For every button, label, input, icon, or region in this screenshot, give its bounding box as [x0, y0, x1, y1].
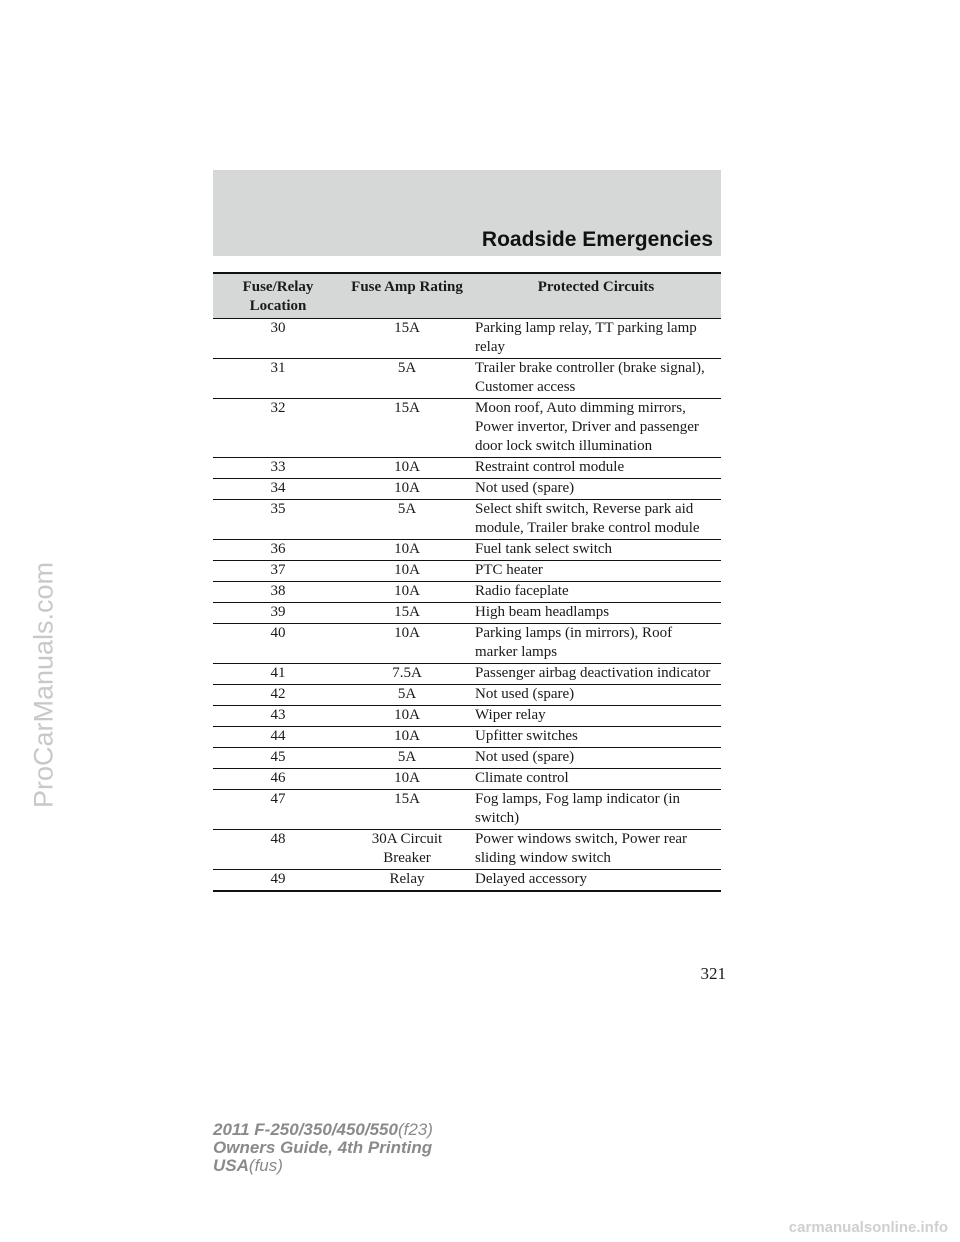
section-header-band — [213, 170, 721, 256]
fuse-location-cell: 41 — [213, 664, 343, 685]
footer-model: 2011 F-250/350/450/550 — [213, 1120, 398, 1139]
fuse-amp-cell: 7.5A — [343, 664, 471, 685]
fuse-table — [213, 272, 721, 892]
footer — [213, 1121, 433, 1175]
footer-market: USA — [213, 1156, 249, 1175]
fuse-amp-cell: 10A — [343, 727, 471, 748]
protected-circuits-cell: Moon roof, Auto dimming mirrors, Power invertor, Driver and passenger door lock switch illumination — [471, 399, 721, 458]
table-row — [213, 664, 721, 685]
table-row — [213, 706, 721, 727]
fuse-amp-cell: Relay — [343, 870, 471, 892]
page-number: 321 — [700, 964, 726, 983]
protected-circuits-cell: Climate control — [471, 769, 721, 790]
protected-circuits-cell: High beam headlamps — [471, 603, 721, 624]
site-watermark: carmanualsonline.info — [788, 1219, 948, 1236]
protected-circuits-cell: Parking lamps (in mirrors), Roof marker lamps — [471, 624, 721, 664]
fuse-amp-cell: 10A — [343, 706, 471, 727]
side-watermark — [24, 510, 64, 860]
table-row — [213, 603, 721, 624]
fuse-location-cell: 31 — [213, 359, 343, 399]
protected-circuits-cell: Select shift switch, Reverse park aid module, Trailer brake control module — [471, 500, 721, 540]
fuse-amp-cell: 10A — [343, 458, 471, 479]
footer-guide: Owners Guide, 4th Printing — [213, 1138, 433, 1157]
protected-circuits-cell: Not used (spare) — [471, 479, 721, 500]
fuse-location-cell: 38 — [213, 582, 343, 603]
section-title: Roadside Emergencies — [481, 228, 713, 251]
protected-circuits-cell: Radio faceplate — [471, 582, 721, 603]
fuse-location-cell: 46 — [213, 769, 343, 790]
table-row — [213, 500, 721, 540]
fuse-location-cell: 32 — [213, 399, 343, 458]
side-watermark-text: ProCarManuals.com — [28, 561, 59, 809]
fuse-amp-cell: 10A — [343, 624, 471, 664]
protected-circuits-cell: Wiper relay — [471, 706, 721, 727]
table-row — [213, 319, 721, 359]
table-row — [213, 870, 721, 892]
fuse-amp-cell: 5A — [343, 748, 471, 769]
fuse-amp-cell: 15A — [343, 319, 471, 359]
footer-model-line — [213, 1121, 433, 1139]
fuse-location-cell: 40 — [213, 624, 343, 664]
fuse-amp-cell: 15A — [343, 399, 471, 458]
protected-circuits-cell: Restraint control module — [471, 458, 721, 479]
fuse-location-cell: 48 — [213, 830, 343, 870]
table-header-row — [213, 273, 721, 319]
column-header-protected-circuits: Protected Circuits — [471, 273, 721, 319]
fuse-location-cell: 30 — [213, 319, 343, 359]
fuse-amp-cell: 5A — [343, 685, 471, 706]
protected-circuits-cell: PTC heater — [471, 561, 721, 582]
protected-circuits-cell: Passenger airbag deactivation indicator — [471, 664, 721, 685]
fuse-amp-cell: 15A — [343, 790, 471, 830]
fuse-location-cell: 36 — [213, 540, 343, 561]
fuse-location-cell: 47 — [213, 790, 343, 830]
table-row — [213, 830, 721, 870]
column-header-location: Fuse/Relay Location — [213, 273, 343, 319]
table-row — [213, 769, 721, 790]
fuse-location-cell: 42 — [213, 685, 343, 706]
footer-model-code: (f23) — [397, 1120, 433, 1139]
protected-circuits-cell: Not used (spare) — [471, 685, 721, 706]
fuse-table-body — [213, 319, 721, 892]
fuse-amp-cell: 5A — [343, 359, 471, 399]
fuse-amp-cell: 10A — [343, 582, 471, 603]
fuse-amp-cell: 10A — [343, 479, 471, 500]
protected-circuits-cell: Trailer brake controller (brake signal), Customer access — [471, 359, 721, 399]
fuse-amp-cell: 5A — [343, 500, 471, 540]
fuse-amp-cell: 10A — [343, 561, 471, 582]
table-row — [213, 727, 721, 748]
column-header-amp-rating: Fuse Amp Rating — [343, 273, 471, 319]
fuse-location-cell: 44 — [213, 727, 343, 748]
protected-circuits-cell: Fuel tank select switch — [471, 540, 721, 561]
table-row — [213, 479, 721, 500]
protected-circuits-cell: Not used (spare) — [471, 748, 721, 769]
table-row — [213, 359, 721, 399]
fuse-location-cell: 49 — [213, 870, 343, 892]
table-row — [213, 685, 721, 706]
fuse-amp-cell: 10A — [343, 540, 471, 561]
fuse-amp-cell: 15A — [343, 603, 471, 624]
protected-circuits-cell: Fog lamps, Fog lamp indicator (in switch) — [471, 790, 721, 830]
protected-circuits-cell: Delayed accessory — [471, 870, 721, 892]
fuse-location-cell: 35 — [213, 500, 343, 540]
fuse-location-cell: 39 — [213, 603, 343, 624]
fuse-amp-cell: 10A — [343, 769, 471, 790]
protected-circuits-cell: Parking lamp relay, TT parking lamp relay — [471, 319, 721, 359]
table-row — [213, 399, 721, 458]
fuse-location-cell: 43 — [213, 706, 343, 727]
fuse-location-cell: 37 — [213, 561, 343, 582]
fuse-location-cell: 34 — [213, 479, 343, 500]
table-row — [213, 582, 721, 603]
table-row — [213, 458, 721, 479]
table-row — [213, 540, 721, 561]
footer-market-code: (fus) — [248, 1156, 283, 1175]
table-row — [213, 561, 721, 582]
fuse-location-cell: 33 — [213, 458, 343, 479]
footer-market-line — [213, 1157, 433, 1175]
fuse-location-cell: 45 — [213, 748, 343, 769]
protected-circuits-cell: Upfitter switches — [471, 727, 721, 748]
table-row — [213, 748, 721, 769]
table-row — [213, 790, 721, 830]
fuse-amp-cell: 30A Circuit Breaker — [343, 830, 471, 870]
protected-circuits-cell: Power windows switch, Power rear sliding window switch — [471, 830, 721, 870]
table-row — [213, 624, 721, 664]
